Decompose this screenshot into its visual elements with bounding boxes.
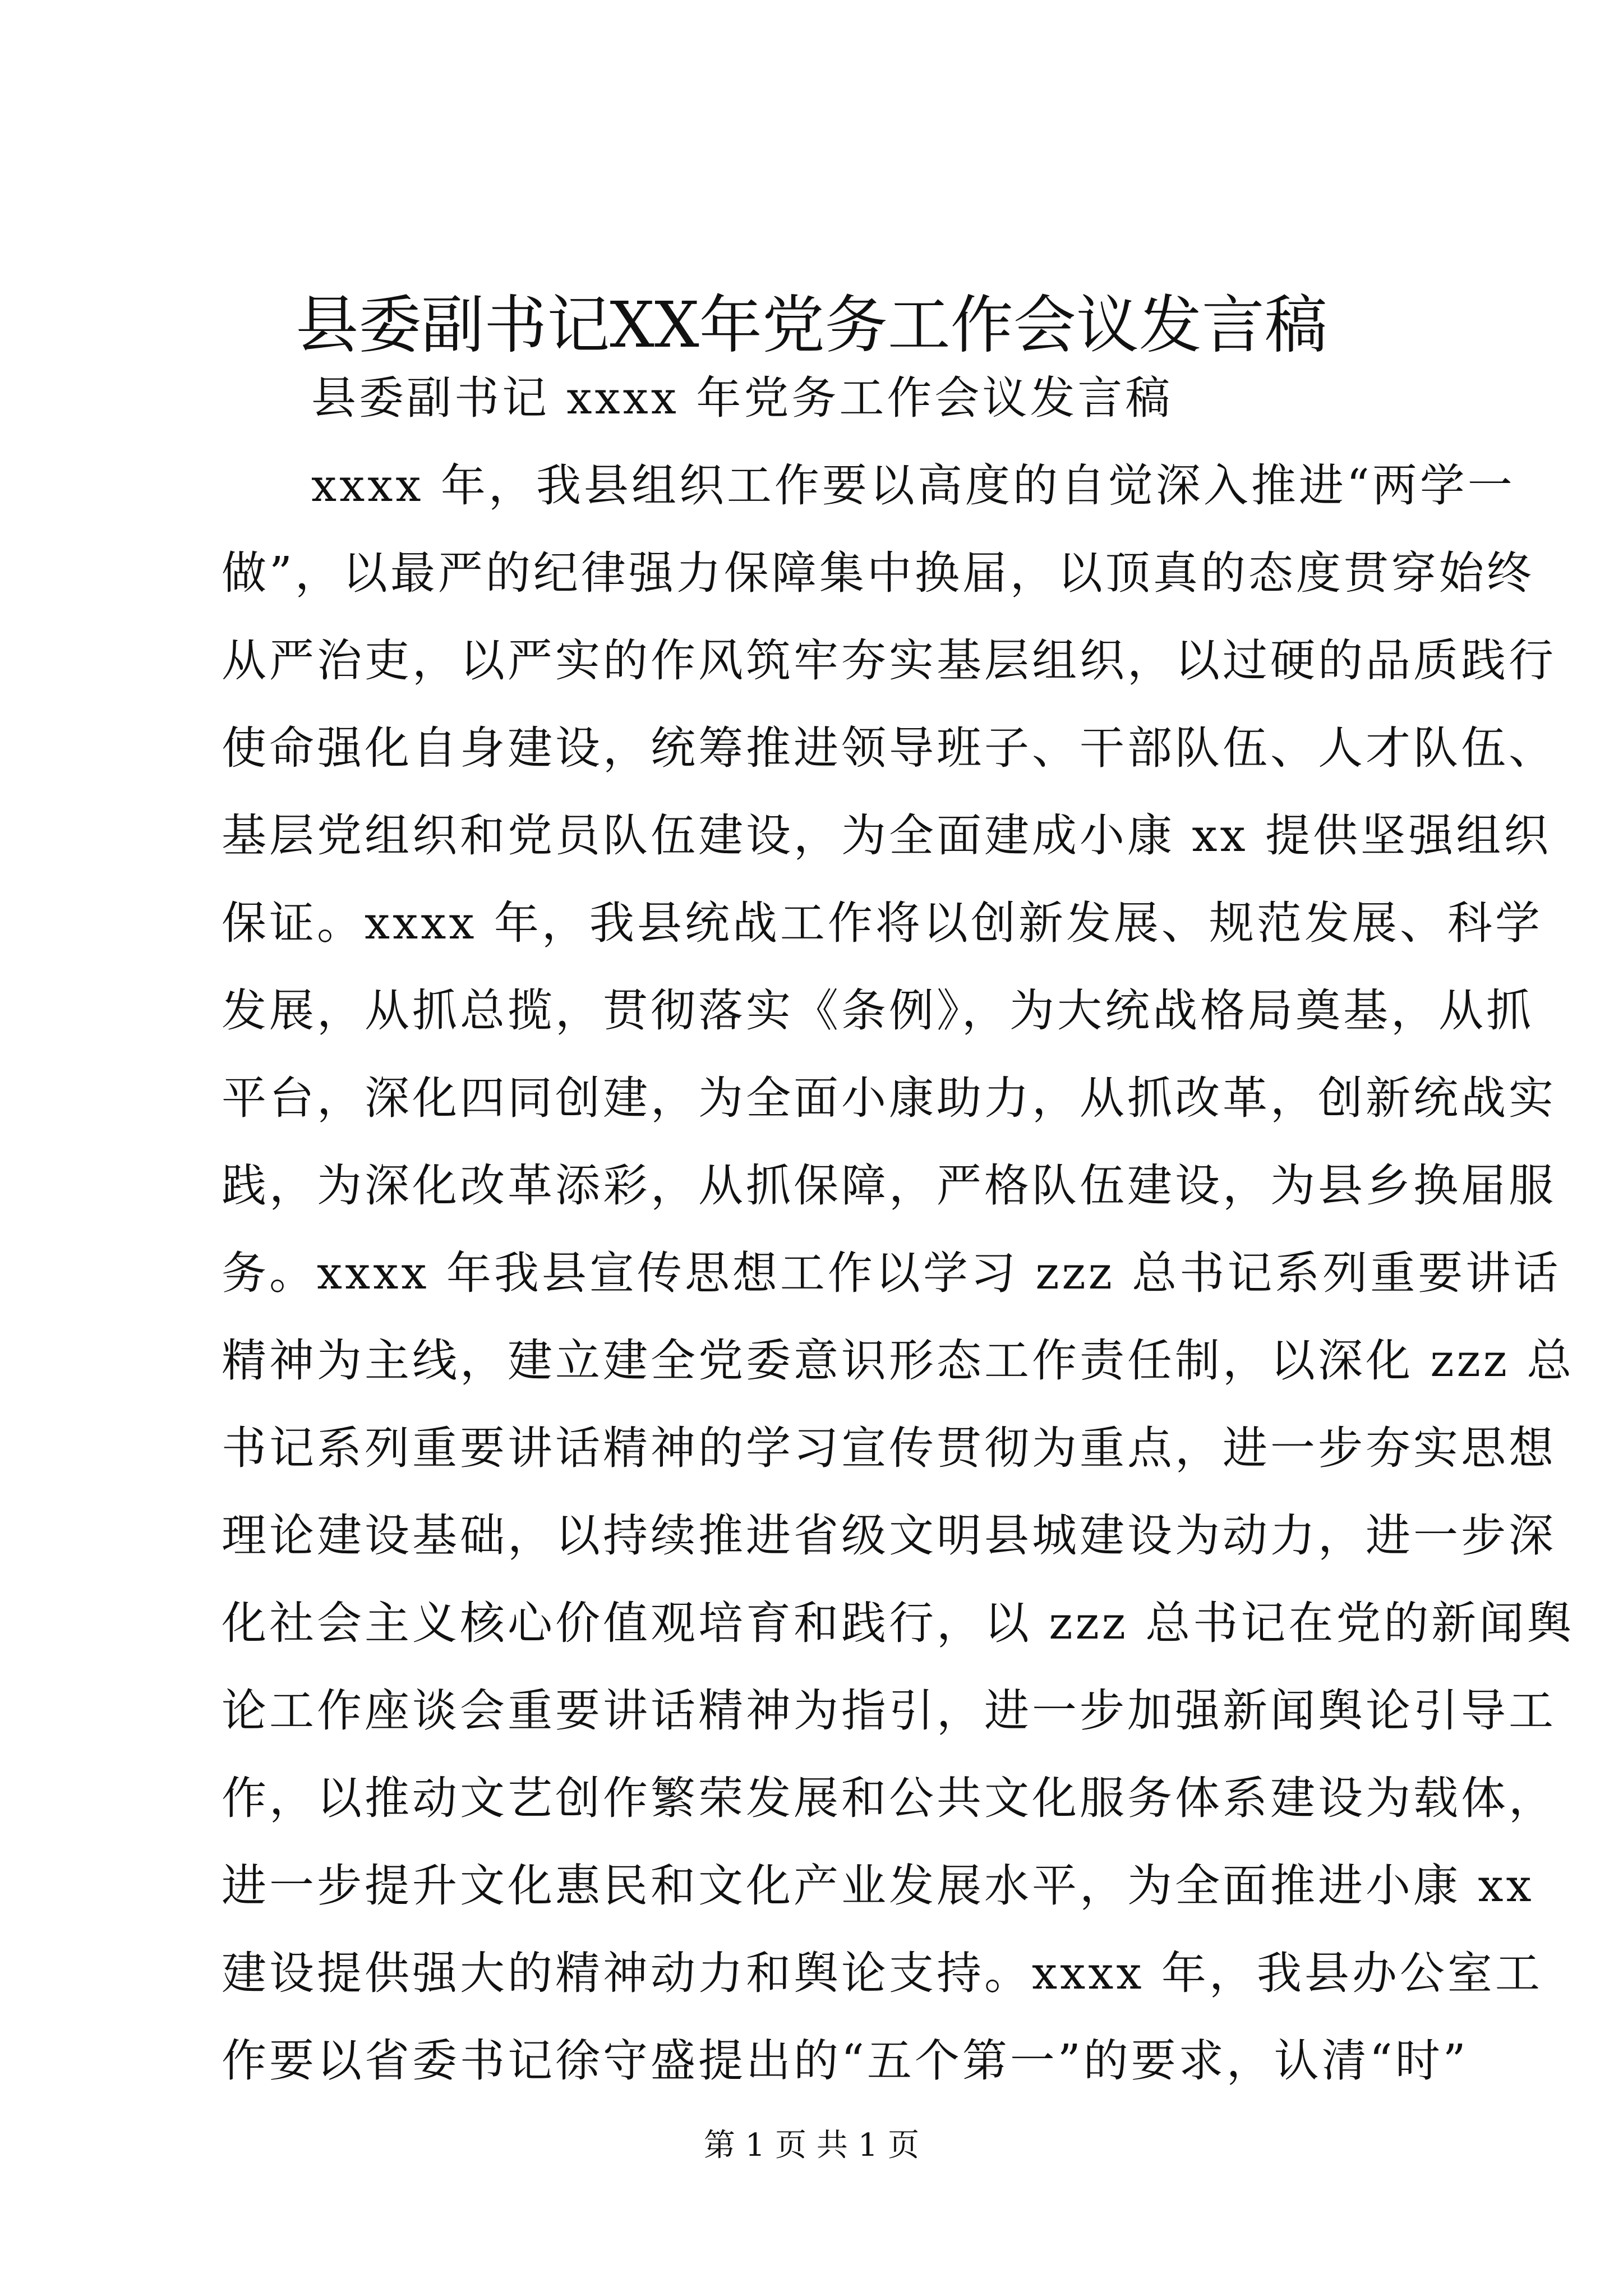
page-footer: 第 1 页 共 1 页 xyxy=(703,2127,920,2164)
paragraph-line: 保证。xxxx 年，我县统战工作将以创新发展、规范发展、科学 xyxy=(222,897,1543,949)
paragraph-line: 理论建设基础，以持续推进省级文明县城建设为动力，进一步深 xyxy=(222,1510,1556,1562)
paragraph-line: 基层党组织和党员队伍建设，为全面建成小康 xx 提供坚强组织 xyxy=(222,809,1552,862)
paragraph-line: 作，以推动文艺创作繁荣发展和公共文化服务体系建设为载体， xyxy=(222,1772,1556,1824)
subtitle-line: 县委副书记 xxxx 年党务工作会议发言稿 xyxy=(311,372,1173,424)
paragraph-line: 平台，深化四同创建，为全面小康助力，从抓改革，创新统战实 xyxy=(222,1072,1556,1124)
paragraph-line: 发展，从抓总揽，贯彻落实《条例》，为大统战格局奠基，从抓 xyxy=(222,984,1534,1037)
paragraph-line: 践，为深化改革添彩，从抓保障，严格队伍建设，为县乡换届服 xyxy=(222,1159,1556,1212)
paragraph-line: 建设提供强大的精神动力和舆论支持。xxxx 年，我县办公室工 xyxy=(222,1947,1543,1999)
paragraph-line: 作要以省委书记徐守盛提出的“五个第一”的要求，认清“时” xyxy=(222,2035,1469,2087)
paragraph-line: xxxx 年，我县组织工作要以高度的自觉深入推进“两学一 xyxy=(311,459,1515,512)
paragraph-line: 务。xxxx 年我县宣传思想工作以学习 zzz 总书记系列重要讲话 xyxy=(222,1247,1561,1299)
document-title: 县委副书记XX年党务工作会议发言稿 xyxy=(296,289,1327,362)
paragraph-line: 使命强化自身建设，统筹推进领导班子、干部队伍、人才队伍、 xyxy=(222,722,1556,774)
paragraph-line: 书记系列重要讲话精神的学习宣传贯彻为重点，进一步夯实思想 xyxy=(222,1422,1556,1474)
document-body xyxy=(222,355,1575,2105)
paragraph-line: 化社会主义核心价值观培育和践行，以 zzz 总书记在党的新闻舆 xyxy=(222,1597,1575,1649)
paragraph-line: 进一步提升文化惠民和文化产业发展水平，为全面推进小康 xx xyxy=(222,1860,1534,1912)
paragraph-line: 精神为主线，建立建全党委意识形态工作责任制，以深化 zzz 总 xyxy=(222,1335,1575,1387)
paragraph-line: 论工作座谈会重要讲话精神为指引，进一步加强新闻舆论引导工 xyxy=(222,1685,1556,1737)
paragraph-line: 做”，以最严的纪律强力保障集中换届，以顶真的态度贯穿始终 xyxy=(222,547,1534,599)
paragraph-line: 从严治吏，以严实的作风筑牢夯实基层组织，以过硬的品质践行 xyxy=(222,634,1556,687)
